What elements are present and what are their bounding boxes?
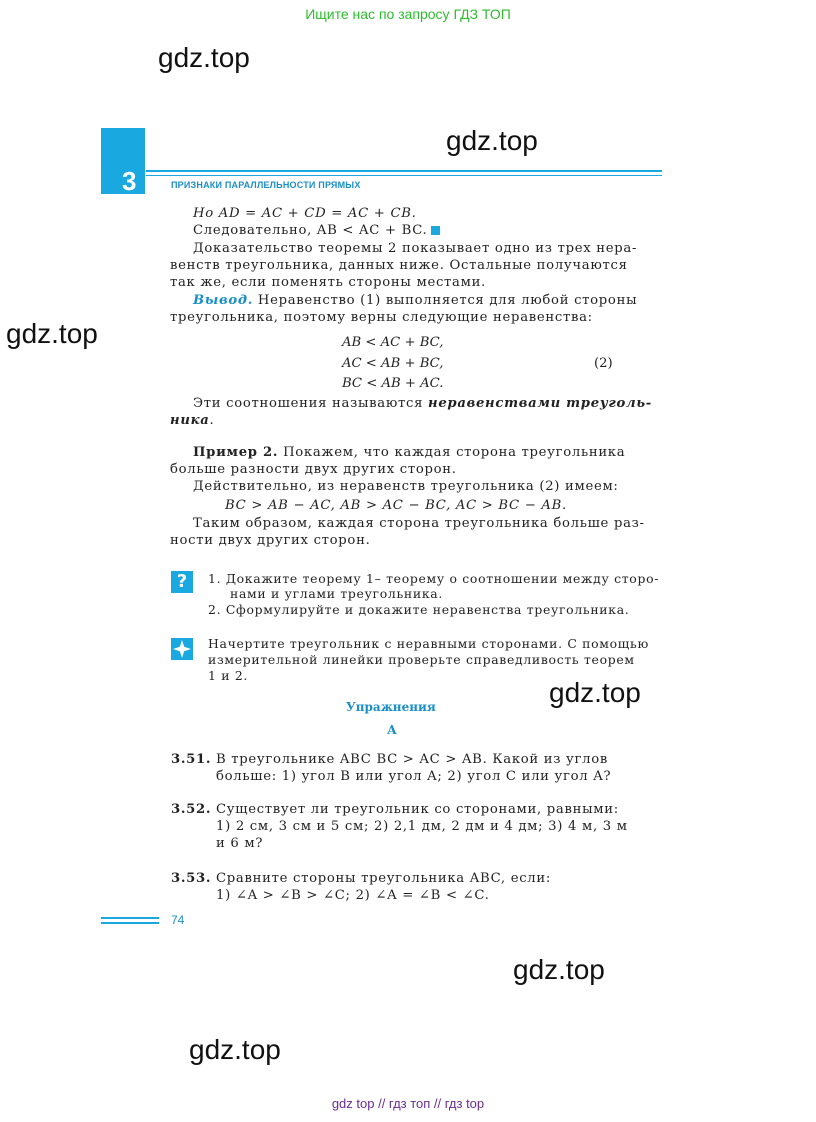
exercises-title: Упражнения <box>346 700 436 714</box>
example-label: Пример 2. <box>193 445 279 460</box>
watermark: gdz.top <box>6 318 98 349</box>
body-line: Действительно, из неравенств треугольника (2) имеем: <box>193 479 619 494</box>
page-number: 74 <box>171 913 185 927</box>
conclusion-label: Вывод. <box>193 293 253 308</box>
body-line: Таким образом, каждая сторона треугольника больше раз- <box>193 516 645 531</box>
body-line: больше разности двух других сторон. <box>170 462 457 477</box>
body-line: венств треугольника, данных ниже. Остальные получаются <box>170 258 628 273</box>
formula: BC > AB − AC, AB > AC − BC, AC > BC − AB. <box>225 498 567 513</box>
end-of-proof-icon <box>431 226 440 235</box>
chapter-number: 3 <box>122 166 137 196</box>
watermark: gdz.top <box>549 677 641 708</box>
body-line: ника. <box>170 413 215 428</box>
equation-number: (2) <box>594 356 613 371</box>
task-line: 1 и 2. <box>208 668 249 683</box>
question-icon: ? <box>171 571 193 593</box>
watermark: gdz.top <box>513 954 605 985</box>
footer-rule <box>101 917 159 919</box>
exercise-text: больше: 1) угол B или угол A; 2) угол C или угол A? <box>216 769 612 784</box>
task-line: Начертите треугольник с неравными сторонами. С помощью <box>208 636 649 651</box>
watermark: gdz.top <box>158 42 250 73</box>
body-line: Следовательно, AB < AC + BC. <box>193 222 440 239</box>
star-icon <box>171 638 193 660</box>
question-item: 1. Докажите теорему 1– теорему о соотношении между сторо- <box>208 571 660 586</box>
header-rule <box>146 170 662 172</box>
exercise-text: и 6 м? <box>216 836 264 851</box>
task-line: измерительной линейки проверьте справедливость теорем <box>208 652 635 667</box>
body-line: Доказательство теоремы 2 показывает одно из трех нера- <box>193 241 638 256</box>
body-line: треугольника, поэтому верны следующие неравенства: <box>170 310 593 325</box>
exercise-text: 1) ∠A > ∠B > ∠C; 2) ∠A = ∠B < ∠C. <box>216 888 490 903</box>
watermark: gdz.top <box>446 125 538 156</box>
footer-rule <box>101 922 159 924</box>
exercise-text: 1) 2 см, 3 см и 5 см; 2) 2,1 дм, 2 дм и 4 дм; 3) 4 м, 3 м <box>216 819 628 834</box>
watermark: gdz.top <box>189 1034 281 1065</box>
body-line: так же, если поменять стороны местами. <box>170 275 486 290</box>
exercise-level: А <box>387 723 397 737</box>
exercise-number: 3.51. <box>171 752 212 767</box>
exercise-text: Сравните стороны треугольника ABC, если: <box>216 871 552 886</box>
exercise-text: В треугольнике ABC BC > AC > AB. Какой из углов <box>216 752 608 767</box>
search-hint-link[interactable]: Ищите нас по запросу ГДЗ ТОП <box>305 6 511 22</box>
chapter-title: ПРИЗНАКИ ПАРАЛЛЕЛЬНОСТИ ПРЯМЫХ <box>171 180 361 190</box>
question-item: нами и углами треугольника. <box>230 586 444 601</box>
body-line: ности двух других сторон. <box>170 533 371 548</box>
question-item: 2. Сформулируйте и докажите неравенства треугольника. <box>208 602 630 617</box>
footer-links[interactable]: gdz top // гдз топ // гдз top <box>331 1096 485 1111</box>
exercise-number: 3.53. <box>171 871 212 886</box>
body-line: Эти соотношения называются неравенствами треуголь- <box>193 396 652 411</box>
exercise-number: 3.52. <box>171 802 212 817</box>
inequality: BC < AB + AC. <box>342 376 444 391</box>
body-line: Но AD = AC + CD = AC + CB. <box>193 206 417 221</box>
header-rule <box>146 175 662 176</box>
example-line: Пример 2. Покажем, что каждая сторона треугольника <box>193 445 626 460</box>
conclusion-line: Вывод. Неравенство (1) выполняется для любой стороны <box>193 293 638 308</box>
inequality: AC < AB + BC, <box>342 356 444 371</box>
exercise-text: Существует ли треугольник со сторонами, равными: <box>216 802 619 817</box>
inequality: AB < AC + BC, <box>342 335 444 350</box>
